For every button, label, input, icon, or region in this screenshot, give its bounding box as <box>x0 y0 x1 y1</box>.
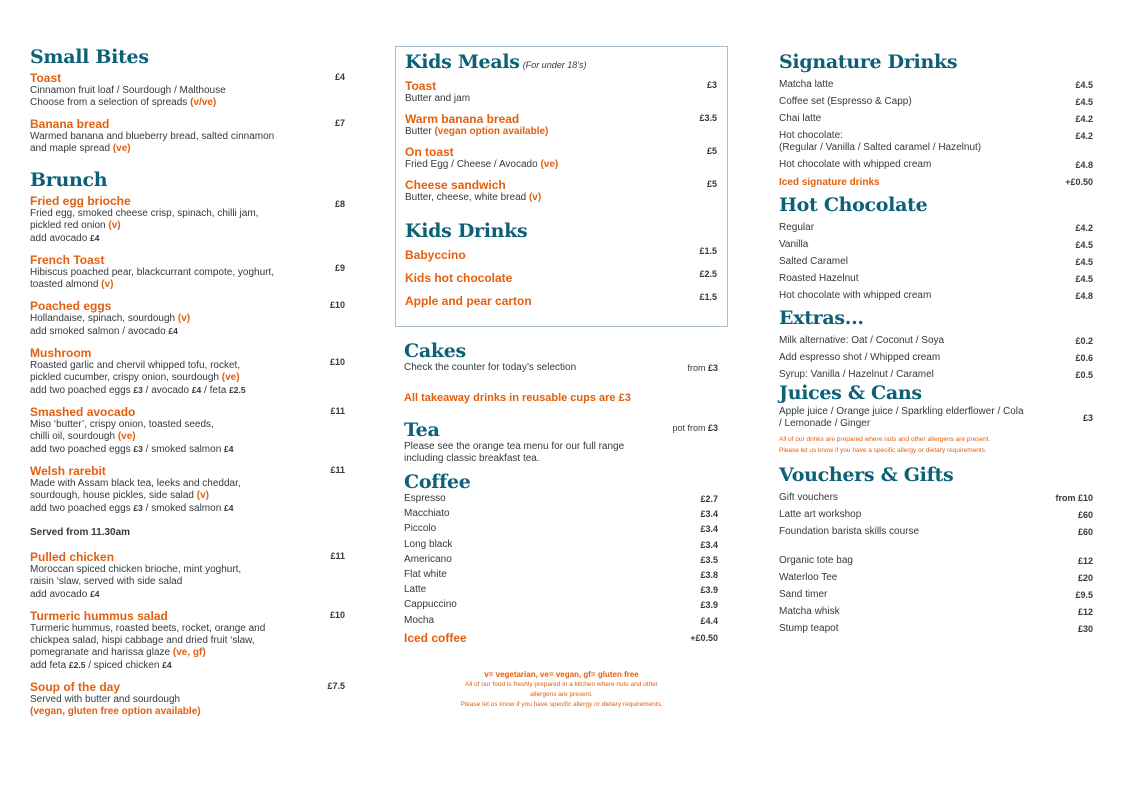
tea-desc: including classic breakfast tea. <box>404 453 540 464</box>
drinks-allergy-note: Please let us know if you have a specific allergy or dietary requirements. <box>779 447 987 454</box>
item-name: Mocha <box>404 614 435 626</box>
addon-price: £3 <box>133 503 143 513</box>
tea-price <box>672 423 718 433</box>
item-addon <box>30 325 345 338</box>
item-name: Apple juice / Orange juice / Sparkling elderflower / Cola <box>779 406 1024 417</box>
item-price: £60 <box>1077 510 1093 520</box>
item-price: £4.2 <box>1075 223 1093 233</box>
drinks-allergy-note: All of our drinks are prepared where nuts and other allergens are present. <box>779 436 991 443</box>
menu-item <box>405 113 717 138</box>
section-title-brunch: Brunch <box>30 169 108 191</box>
column-drinks <box>404 340 718 648</box>
item-desc: Hibiscus poached pear, blackcurrant compote, yoghurt, <box>30 267 275 278</box>
item-desc: raisin ‘slaw, served with side salad <box>30 576 183 587</box>
item-price: £4.2 <box>1075 114 1093 124</box>
item-name: On toast <box>405 145 454 159</box>
item-price: £3.5 <box>700 554 718 565</box>
item-desc <box>30 220 345 232</box>
item-name: Apple and pear carton <box>405 294 532 308</box>
menu-item <box>779 509 1093 521</box>
item-name: Milk alternative: Oat / Coconut / Soya <box>779 335 945 346</box>
item-desc <box>30 431 345 443</box>
addon-text: / spiced chicken <box>85 660 163 671</box>
item-price: +£0.50 <box>690 632 718 643</box>
item-price: £4 <box>334 72 345 82</box>
coffee-list <box>404 493 718 630</box>
item-name: Piccolo <box>404 523 437 535</box>
section-title-coffee: Coffee <box>404 471 471 493</box>
item-price: £3 <box>706 80 717 90</box>
menu-item <box>404 584 718 599</box>
allergy-note: Please let us know if you have specific allergy or dietary requirements. <box>460 701 663 708</box>
column-food <box>30 46 345 727</box>
menu-item <box>30 610 345 672</box>
item-desc-text: chilli oil, sourdough <box>30 431 118 442</box>
item-addon <box>30 659 345 672</box>
menu-item <box>30 118 345 155</box>
tea-desc: Please see the orange tea menu for our full range <box>404 441 625 452</box>
item-desc-text: Butter <box>405 126 435 137</box>
item-price: £4.5 <box>1075 274 1093 284</box>
addon-price: £4 <box>224 444 234 454</box>
menu-item <box>779 492 1093 504</box>
menu-item <box>404 599 718 614</box>
item-name: Matcha latte <box>779 79 834 90</box>
item-price: £7.5 <box>327 681 345 691</box>
item-price: £30 <box>1077 624 1093 634</box>
addon-text: / smoked salmon <box>142 444 225 455</box>
addon-text: add avocado <box>30 233 91 244</box>
section-title-signature-drinks: Signature Drinks <box>779 51 958 73</box>
gift-item <box>779 589 1093 601</box>
menu-item <box>404 569 718 584</box>
item-name: Babyccino <box>405 248 466 262</box>
item-name: Cheese sandwich <box>405 178 506 192</box>
menu-item <box>404 508 718 523</box>
diet-tag: (ve) <box>117 431 136 442</box>
kids-meals-title: Kids Meals <box>405 51 520 73</box>
diet-tag: (ve, gf) <box>172 647 206 658</box>
item-name: Smashed avocado <box>30 405 136 419</box>
menu-item <box>404 539 718 554</box>
column-signature <box>779 51 1093 640</box>
gift-item <box>779 555 1093 567</box>
menu-item <box>30 300 345 338</box>
menu-item <box>30 347 345 397</box>
item-name: Welsh rarebit <box>30 464 106 478</box>
item-price: £11 <box>330 551 345 561</box>
menu-item <box>404 615 718 630</box>
section-title-tea: Tea <box>404 419 440 441</box>
diet-key: v= vegetarian, ve= vegan, gf= gluten free <box>484 670 639 679</box>
item-name: Macchiato <box>404 508 450 520</box>
kids-menu-box <box>395 46 728 327</box>
item-addon <box>30 232 345 245</box>
price-value: £3 <box>707 423 718 433</box>
item-desc: Served with butter and sourdough <box>30 694 181 705</box>
item-price: £10 <box>329 357 345 367</box>
item-desc: Warmed banana and blueberry bread, salted cinnamon <box>30 131 275 142</box>
item-price: £4.8 <box>1075 160 1093 170</box>
item-price: £7 <box>334 118 345 128</box>
addon-text: add smoked salmon / avocado <box>30 326 169 337</box>
item-price: £3.4 <box>700 509 718 520</box>
item-name: Soup of the day <box>30 680 120 694</box>
item-name: Salted Caramel <box>779 256 848 267</box>
addon-text: / avocado <box>142 385 192 396</box>
item-name: Toast <box>30 71 62 85</box>
item-name: Add espresso shot / Whipped cream <box>779 352 941 363</box>
item-price: £4.4 <box>700 615 718 626</box>
served-from-note: Served from 11.30am <box>30 527 131 538</box>
cakes-row <box>404 362 718 374</box>
menu-item <box>779 176 1093 189</box>
item-name: Poached eggs <box>30 299 112 313</box>
addon-price: £4 <box>90 233 100 243</box>
menu-item <box>779 96 1093 108</box>
menu-item <box>779 79 1093 91</box>
addon-price: £4 <box>191 385 202 395</box>
addon-price: £2.5 <box>229 385 246 395</box>
addon-price: £4 <box>224 503 234 513</box>
item-addon <box>30 384 345 397</box>
item-price: £4.8 <box>1075 291 1093 301</box>
item-desc <box>30 143 345 155</box>
item-name: Toast <box>405 79 437 93</box>
item-name: Coffee set (Espresso & Capp) <box>779 96 912 107</box>
menu-item <box>30 254 345 291</box>
addon-price: £3 <box>133 444 143 454</box>
menu-item <box>779 335 1093 347</box>
item-name: Chai latte <box>779 113 822 124</box>
item-price: £3.9 <box>700 585 718 596</box>
item-name: Turmeric hummus salad <box>30 609 168 623</box>
gift-item <box>779 572 1093 584</box>
diet-tag: (v) <box>108 220 121 231</box>
section-title-kids-meals <box>405 51 717 76</box>
item-price: £0.6 <box>1075 353 1093 363</box>
item-price: £3.4 <box>700 524 718 535</box>
item-desc <box>30 97 345 109</box>
item-name: Warm banana bread <box>405 112 520 126</box>
item-name: Waterloo Tee <box>779 572 838 583</box>
item-name: Roasted Hazelnut <box>779 273 859 284</box>
item-price: £9 <box>334 263 345 273</box>
section-title-small-bites: Small Bites <box>30 46 149 68</box>
item-desc-text: and maple spread <box>30 143 113 154</box>
addon-text: / smoked salmon <box>142 503 225 514</box>
item-desc <box>30 313 345 325</box>
menu-item <box>779 130 1093 154</box>
item-price: £11 <box>330 465 345 475</box>
item-addon <box>30 502 345 515</box>
menu-item <box>405 246 717 262</box>
item-price: £12 <box>1077 607 1093 617</box>
item-name: Syrup: Vanilla / Hazelnut / Caramel <box>779 369 934 380</box>
takeaway-note: All takeaway drinks in reusable cups are £3 <box>404 392 631 404</box>
item-price: +£0.50 <box>1065 177 1093 187</box>
item-desc-text: Hollandaise, spinach, sourdough <box>30 313 178 324</box>
tea-block <box>404 423 718 465</box>
item-desc-text: pomegranate and harissa glaze <box>30 647 173 658</box>
item-name: Pulled chicken <box>30 550 115 564</box>
addon-price: £4 <box>162 660 172 670</box>
menu-item <box>779 290 1093 302</box>
item-desc <box>30 372 345 384</box>
item-name: Hot chocolate with whipped cream <box>779 159 932 170</box>
item-desc: Moroccan spiced chicken brioche, mint yoghurt, <box>30 564 242 575</box>
item-name: Mushroom <box>30 346 92 360</box>
item-price: £5 <box>706 179 717 189</box>
item-desc: Butter and jam <box>405 93 471 104</box>
item-name: Espresso <box>404 493 446 504</box>
item-price: £3 <box>1082 413 1093 423</box>
menu-item <box>30 195 345 245</box>
item-desc <box>405 126 717 138</box>
section-title-juices: Juices & Cans <box>779 382 922 404</box>
item-price: £5 <box>706 146 717 156</box>
item-price: £4.5 <box>1075 257 1093 267</box>
item-price: £1.5 <box>699 246 717 256</box>
section-title-cakes: Cakes <box>404 340 466 362</box>
addon-text: add avocado <box>30 589 91 600</box>
addon-price: £2.5 <box>68 660 86 670</box>
menu-item <box>405 80 717 105</box>
diet-tag: (ve) <box>221 372 240 383</box>
item-desc <box>405 159 717 171</box>
menu-item <box>779 222 1093 234</box>
price-value: £3 <box>707 363 718 373</box>
allergy-note: All of our food is freshly prepared in a kitchen where nuts and other <box>465 681 658 688</box>
diet-tag: (v) <box>196 490 210 501</box>
item-name: Long black <box>404 538 453 550</box>
item-name: French Toast <box>30 253 105 267</box>
item-price: £9.5 <box>1075 590 1093 600</box>
item-price: £3.5 <box>699 113 717 123</box>
item-desc-text: sourdough, house pickles, side salad <box>30 490 197 501</box>
item-desc <box>30 647 345 659</box>
item-desc-text: pickled cucumber, crispy onion, sourdough <box>30 372 222 383</box>
menu-item <box>779 369 1093 381</box>
addon-text: add two poached eggs <box>30 444 134 455</box>
menu-item <box>404 523 718 538</box>
item-price: £12 <box>1077 556 1093 566</box>
item-price: £0.2 <box>1075 336 1093 346</box>
menu-item <box>30 465 345 515</box>
addon-text: add feta <box>30 660 69 671</box>
section-title-extras: Extras... <box>779 307 864 329</box>
menu-item <box>30 681 345 718</box>
item-name: Hot chocolate: <box>779 130 843 141</box>
diet-tag: (ve) <box>112 143 131 154</box>
addon-price: £4 <box>168 326 178 336</box>
juices-row <box>779 406 1093 430</box>
section-title-kids-drinks: Kids Drinks <box>405 220 528 242</box>
item-price: £20 <box>1077 573 1093 583</box>
item-name: Foundation barista skills course <box>779 526 920 537</box>
item-price: £3.4 <box>700 539 718 550</box>
item-desc-text: Choose from a selection of spreads <box>30 97 191 108</box>
item-name: Latte art workshop <box>779 509 862 520</box>
item-price: £2.7 <box>700 494 718 504</box>
item-desc: Cinnamon fruit loaf / Sourdough / Malthouse <box>30 85 226 96</box>
item-name: Americano <box>404 553 452 565</box>
menu-item <box>405 269 717 285</box>
item-price: £4.5 <box>1075 97 1093 107</box>
addon-text: / feta <box>201 385 230 396</box>
cakes-desc: Check the counter for today’s selection <box>404 362 577 373</box>
item-name: Flat white <box>404 568 447 580</box>
menu-item <box>779 159 1093 171</box>
section-title-vouchers: Vouchers & Gifts <box>779 464 954 486</box>
item-name-detail: (Regular / Vanilla / Salted caramel / Hazelnut) <box>779 142 982 153</box>
addon-price: £3 <box>133 385 143 395</box>
price-prefix: from <box>687 363 708 373</box>
item-desc <box>30 490 345 502</box>
item-name: Fried egg brioche <box>30 194 131 208</box>
item-desc: Made with Assam black tea, leeks and cheddar, <box>30 478 241 489</box>
diet-tag: (v/ve) <box>190 97 217 108</box>
menu-item <box>404 632 718 648</box>
kids-meals-subtitle: (For under 18’s) <box>522 60 587 70</box>
item-addon <box>30 443 345 456</box>
item-price: from £10 <box>1055 493 1093 503</box>
menu-item <box>30 551 345 601</box>
item-name: Iced coffee <box>404 630 467 645</box>
diet-tag: (vegan, gluten free option available) <box>30 706 201 717</box>
item-name: Regular <box>779 222 815 233</box>
item-desc: Fried egg, smoked cheese crisp, spinach, chilli jam, <box>30 208 259 219</box>
item-name: Organic tote bag <box>779 555 853 566</box>
allergy-note: allergens are present. <box>530 691 593 698</box>
addon-price: £4 <box>90 589 100 599</box>
item-name: / Lemonade / Ginger <box>779 418 871 429</box>
menu-item <box>779 113 1093 125</box>
menu-item <box>779 273 1093 285</box>
diet-tag: (v) <box>528 192 542 203</box>
item-desc-text: Fried Egg / Cheese / Avocado <box>405 159 541 170</box>
item-name: Matcha whisk <box>779 606 840 617</box>
item-name: Hot chocolate with whipped cream <box>779 290 932 301</box>
menu-item <box>30 406 345 456</box>
item-addon <box>30 588 345 601</box>
item-name: Banana bread <box>30 117 110 131</box>
item-name: Cappuccino <box>404 599 457 611</box>
addon-text: add two poached eggs <box>30 385 134 396</box>
menu-item <box>30 72 345 109</box>
item-name: Vanilla <box>779 239 809 250</box>
item-name: Iced signature drinks <box>779 177 880 188</box>
diet-tag: (ve) <box>540 159 559 170</box>
diet-tag: (vegan option available) <box>434 126 549 137</box>
menu-item <box>779 256 1093 268</box>
item-price: £8 <box>334 199 345 209</box>
menu-item <box>404 554 718 569</box>
gift-item <box>779 623 1093 635</box>
item-price: £3.8 <box>700 569 718 580</box>
menu-item <box>779 526 1093 538</box>
item-desc-text: pickled red onion <box>30 220 109 231</box>
item-desc: Turmeric hummus, roasted beets, rocket, orange and <box>30 623 266 634</box>
diet-tag: (v) <box>177 313 191 324</box>
item-price: £0.5 <box>1075 370 1093 380</box>
item-price: £1.5 <box>699 292 717 302</box>
allergy-key <box>395 669 728 710</box>
item-desc-text: toasted almond <box>30 279 102 290</box>
menu-item <box>404 493 718 508</box>
item-price: £10 <box>329 610 345 620</box>
menu-item <box>405 179 717 204</box>
cakes-price <box>687 362 718 374</box>
menu-item <box>405 146 717 171</box>
item-desc: Miso ‘butter’, crispy onion, toasted seeds, <box>30 419 214 430</box>
item-price: £4.5 <box>1075 240 1093 250</box>
menu-item <box>405 292 717 308</box>
item-name: Sand timer <box>779 589 828 600</box>
item-desc: Roasted garlic and chervil whipped tofu, rocket, <box>30 360 241 371</box>
item-price: £4.2 <box>1075 131 1093 141</box>
item-name: Gift vouchers <box>779 492 838 503</box>
menu-item <box>779 352 1093 364</box>
item-name: Latte <box>404 584 427 596</box>
price-prefix: pot from <box>672 423 708 433</box>
gift-item <box>779 606 1093 618</box>
item-desc <box>30 279 345 291</box>
item-price: £2.5 <box>699 269 717 279</box>
item-desc-text: Butter, cheese, white bread <box>405 192 529 203</box>
section-title-hot-chocolate: Hot Chocolate <box>779 194 928 216</box>
item-name: Kids hot chocolate <box>405 271 513 285</box>
item-name: Stump teapot <box>779 623 839 634</box>
item-price: £10 <box>329 300 345 310</box>
item-price: £60 <box>1077 527 1093 537</box>
item-desc: chickpea salad, hispi cabbage and dried fruit ‘slaw, <box>30 635 255 646</box>
item-price: £4.5 <box>1075 80 1093 90</box>
item-price: £11 <box>330 406 345 416</box>
addon-text: add two poached eggs <box>30 503 134 514</box>
diet-tag: (v) <box>101 279 114 290</box>
item-price: £3.9 <box>700 600 718 611</box>
menu-item <box>779 239 1093 251</box>
item-desc <box>405 192 717 204</box>
